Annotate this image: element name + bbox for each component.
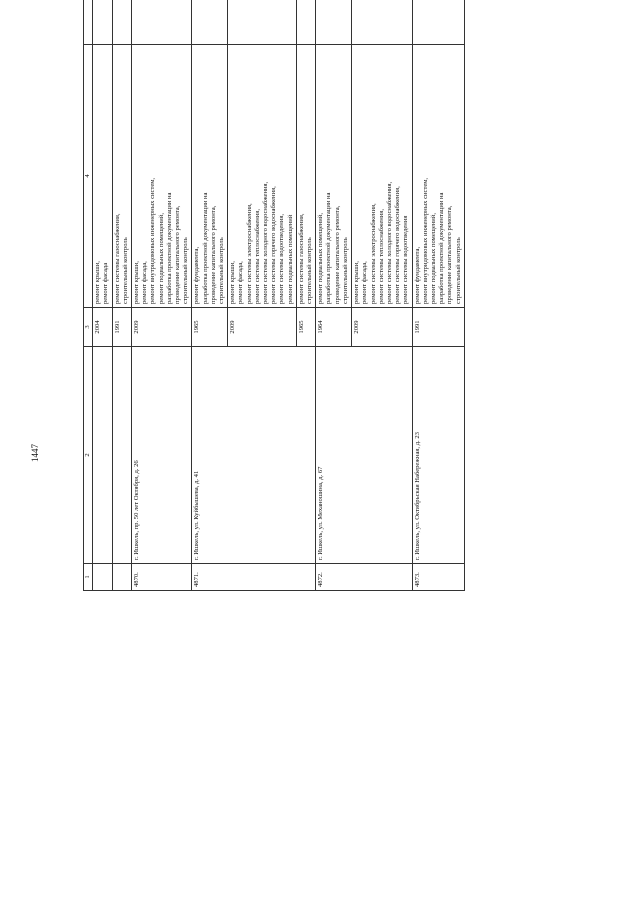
address-cell: г. Ишкель, ул. Куйбышева, д. 41 [192, 347, 316, 564]
column-header-4: 4 [84, 45, 93, 308]
period-cell [112, 0, 131, 45]
period-cell [132, 0, 192, 45]
address-cell [93, 347, 112, 564]
column-header-3: 3 [84, 308, 93, 347]
table-row [93, 0, 112, 591]
commission-year-cell: 1991 [412, 308, 464, 347]
address-cell: г. Ишкель, пр. 50 лет Октября, д. 26 [132, 347, 192, 564]
table-row [132, 0, 192, 591]
period-cell [316, 0, 352, 45]
row-number-cell [112, 564, 131, 591]
period-cell [352, 0, 412, 45]
row-number-cell [93, 564, 112, 591]
works-cell: ремонт подвальных помещений, разработка проектной документации на проведение капитального ремонта, строительный контроль [316, 45, 352, 308]
commission-year-cell: 2009 [228, 308, 297, 347]
rotated-table-area [83, 71, 603, 838]
commission-year-cell: 1965 [192, 308, 228, 347]
row-number-cell: 4871. [192, 564, 316, 591]
commission-year-cell: 1991 [112, 308, 131, 347]
period-cell [192, 0, 228, 45]
rotated-table-container [83, 0, 603, 591]
works-cell: ремонт системы газоснабжения, строительный контроль [296, 45, 315, 308]
address-cell: г. Ишкель, ул. Октябрьская Набережная, д. 23 [412, 347, 464, 564]
works-cell: ремонт фундамента, разработка проектной документации на проведение капитального ремонта, строительный контроль [192, 45, 228, 308]
column-header-2: 2 [84, 347, 93, 564]
commission-year-cell: 1964 [316, 308, 352, 347]
row-number-cell: 4873. [412, 564, 464, 591]
period-cell [412, 0, 464, 45]
works-cell: ремонт крыши, ремонт фасада, ремонт системы электроснабжения, ремонт системы теплоснабжения, ремонт системы холодного водоснабжения, ремонт системы горячего водоснабжения, ремонт системы водоотведения, ремонт подвальных помещений [228, 45, 297, 308]
works-cell: ремонт крыши, ремонт фасада, ремонт внутридомовых инженерных систем, ремонт подвальных помещений, разработка проектной документации на проведение капитального ремонта, строительный контроль [132, 45, 192, 308]
address-cell [112, 347, 131, 564]
period-cell [93, 0, 112, 45]
column-header-5 [84, 0, 93, 45]
commission-year-cell: 1965 [296, 308, 315, 347]
row-number-cell: 4870. [132, 564, 192, 591]
table-row [112, 0, 131, 591]
address-cell: г. Ишкель, ул. Механошина, д. 67 [316, 347, 412, 564]
table-row [316, 0, 352, 591]
period-cell [296, 0, 315, 45]
repair-schedule-table [83, 0, 465, 591]
works-cell: ремонт крыши, ремонт фасада [93, 45, 112, 308]
row-number-cell: 4872. [316, 564, 412, 591]
column-header-1: 1 [84, 564, 93, 591]
commission-year-cell: 2009 [132, 308, 192, 347]
table-row [412, 0, 464, 591]
page-number: 1447 [30, 444, 40, 462]
commission-year-cell: 2004 [93, 308, 112, 347]
works-cell: ремонт системы газоснабжения, строительный контроль [112, 45, 131, 308]
works-cell: ремонт крыши, ремонт фасада, ремонт системы электроснабжения, ремонт системы теплоснабжения, ремонт системы холодного водоснабжения, ремонт системы горячего водоснабжения, ремонт системы водоотведения [352, 45, 412, 308]
works-cell: ремонт фундамента, ремонт внутридомовых инженерных систем, ремонт подвальных помещений, разработка проектной документации на проведение капитального ремонта, строительный контроль [412, 45, 464, 308]
commission-year-cell: 2009 [352, 308, 412, 347]
table-row [192, 0, 228, 591]
column-number-header-row [84, 0, 93, 591]
period-cell [228, 0, 297, 45]
